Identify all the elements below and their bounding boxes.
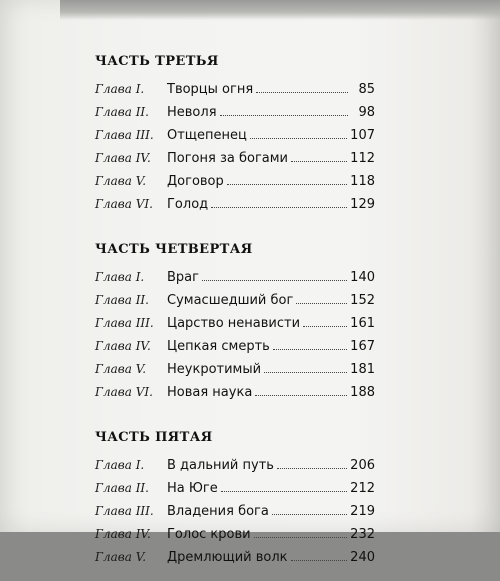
part-three [95, 52, 375, 216]
chapter-title: Отщепенец [167, 128, 247, 143]
chapter-title: В дальний путь [167, 458, 274, 473]
toc-row [95, 335, 375, 358]
chapter-page: 181 [350, 362, 375, 377]
toc-row [95, 477, 375, 500]
chapter-page: 107 [350, 128, 375, 143]
chapter-page: 152 [350, 293, 375, 308]
chapter-label: Глава V. [95, 362, 147, 376]
page-top-shadow [60, 0, 500, 20]
chapter-title: Неукротимый [167, 362, 262, 377]
chapter-label: Глава IV. [95, 151, 151, 165]
dot-leader [291, 559, 348, 561]
chapter-page: 140 [350, 270, 375, 285]
chapter-title: Погоня за богами [167, 151, 288, 166]
dot-leader [303, 325, 347, 327]
chapter-page: 167 [350, 339, 375, 354]
chapter-page: 212 [350, 481, 375, 496]
dot-leader [264, 371, 347, 373]
chapter-label: Глава V. [95, 174, 147, 188]
dot-leader [254, 536, 348, 538]
chapter-page: 118 [350, 174, 375, 189]
chapter-page: 240 [350, 550, 375, 565]
table-of-contents [95, 52, 375, 581]
chapter-page: 206 [350, 458, 375, 473]
chapter-label: Глава I. [95, 458, 145, 472]
chapter-title: Царство ненависти [167, 316, 301, 331]
chapter-title: Творцы огня [167, 82, 254, 97]
chapter-page: 98 [358, 105, 375, 120]
chapter-label: Глава II. [95, 105, 149, 119]
chapter-title: Договор [167, 174, 224, 189]
dot-leader [227, 183, 347, 185]
toc-row [95, 454, 375, 477]
dot-leader [296, 302, 347, 304]
dot-leader [221, 490, 347, 492]
chapter-label: Глава III. [95, 316, 154, 330]
chapter-label: Глава I. [95, 270, 145, 284]
toc-row [95, 500, 375, 523]
chapter-page: 188 [350, 385, 375, 400]
toc-row [95, 78, 375, 101]
chapter-label: Глава VI. [95, 385, 153, 399]
part-title: ЧАСТЬ ТРЕТЬЯ [95, 54, 219, 69]
chapter-title: Голод [167, 197, 209, 212]
part-title: ЧАСТЬ ПЯТАЯ [95, 430, 213, 445]
chapter-page: 85 [358, 82, 375, 97]
dot-leader [202, 279, 347, 281]
dot-leader [255, 394, 347, 396]
dot-leader [272, 513, 347, 515]
chapter-page: 112 [350, 151, 375, 166]
chapter-title: Владения бога [167, 504, 269, 519]
chapter-title: Новая наука [167, 385, 253, 400]
chapter-label: Глава IV. [95, 339, 151, 353]
dot-leader [291, 160, 347, 162]
part-five [95, 428, 375, 569]
dot-leader [277, 467, 347, 469]
toc-row [95, 101, 375, 124]
dot-leader [211, 206, 347, 208]
part-four [95, 240, 375, 404]
chapter-label: Глава II. [95, 481, 149, 495]
toc-row [95, 124, 375, 147]
chapter-page: 232 [350, 527, 375, 542]
chapter-label: Глава IV. [95, 527, 151, 541]
chapter-label: Глава I. [95, 82, 145, 96]
chapter-label: Глава V. [95, 550, 147, 564]
toc-row [95, 523, 375, 546]
chapter-label: Глава II. [95, 293, 149, 307]
chapter-title: Цепкая смерть [167, 339, 270, 354]
toc-row [95, 193, 375, 216]
toc-row [95, 546, 375, 569]
chapter-page: 161 [350, 316, 375, 331]
chapter-label: Глава VI. [95, 197, 153, 211]
chapter-title: Дремлющий волк [167, 550, 288, 565]
chapter-label: Глава III. [95, 128, 154, 142]
chapter-title: Сумасшедший бог [167, 293, 294, 308]
toc-row [95, 312, 375, 335]
chapter-page: 129 [350, 197, 375, 212]
dot-leader [220, 114, 348, 116]
chapter-page: 219 [350, 504, 375, 519]
chapter-title: Враг [167, 270, 199, 285]
chapter-title: Голос крови [167, 527, 251, 542]
toc-row [95, 170, 375, 193]
toc-row [95, 289, 375, 312]
chapter-title: Неволя [167, 105, 217, 120]
part-title: ЧАСТЬ ЧЕТВЕРТАЯ [95, 242, 253, 257]
chapter-label: Глава III. [95, 504, 154, 518]
toc-row [95, 147, 375, 170]
toc-row [95, 381, 375, 404]
toc-row [95, 266, 375, 289]
dot-leader [273, 348, 347, 350]
dot-leader [250, 137, 347, 139]
toc-row [95, 358, 375, 381]
chapter-title: На Юге [167, 481, 218, 496]
dot-leader [256, 91, 348, 93]
